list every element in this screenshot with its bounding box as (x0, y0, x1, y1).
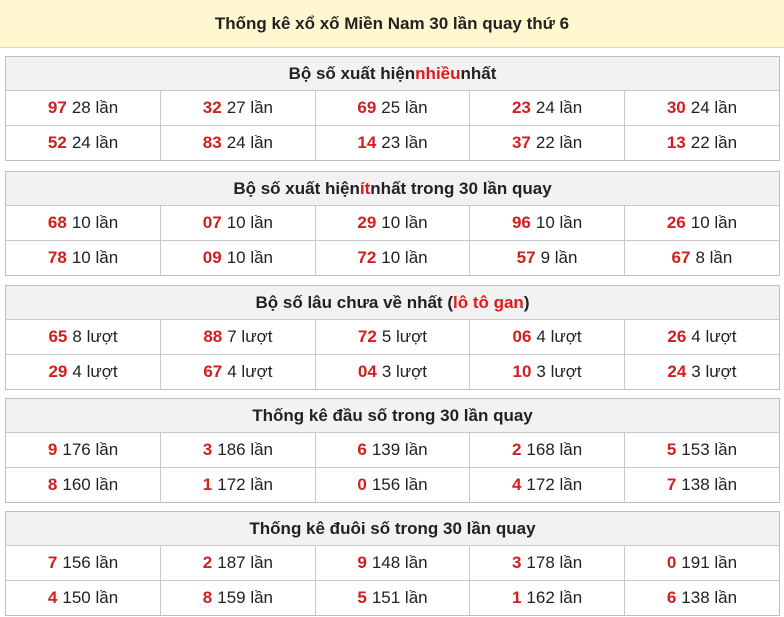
section-least-frequent (5, 171, 780, 276)
number: 97 (47, 98, 67, 117)
stat-cell (161, 433, 316, 468)
count: 3 lượt (381, 362, 428, 381)
count: 150 lần (62, 588, 119, 607)
count: 178 lần (526, 553, 583, 572)
stat-cell (470, 126, 625, 161)
stat-cell (470, 546, 625, 581)
count: 10 lần (535, 213, 583, 232)
count: 22 lần (535, 133, 583, 152)
stat-cell (315, 206, 470, 241)
count: 10 lần (381, 213, 428, 232)
stat-cell (6, 206, 161, 241)
number: 0 (357, 475, 367, 494)
heading-text-end: nhất (460, 63, 497, 83)
table-row (6, 355, 779, 390)
number: 5 (666, 440, 677, 459)
number: 07 (202, 213, 222, 232)
table-row (6, 546, 779, 581)
count: 5 lượt (381, 327, 428, 346)
stat-cell (470, 320, 625, 355)
table-row (6, 320, 779, 355)
stat-cell (315, 468, 470, 503)
number: 78 (47, 248, 67, 267)
count: 172 lần (217, 475, 274, 494)
heading-text: Thống kê đầu số trong 30 lần quay (252, 405, 533, 425)
stat-cell (624, 320, 779, 355)
number: 06 (512, 327, 532, 346)
stat-cell (161, 320, 316, 355)
stat-cell (6, 126, 161, 161)
section-heading (6, 286, 779, 320)
stat-cell (161, 91, 316, 126)
number: 65 (48, 327, 68, 346)
heading-highlight: nhiều (415, 63, 461, 83)
count: 148 lần (371, 553, 428, 572)
number: 29 (357, 213, 377, 232)
stats-table (6, 320, 779, 389)
table-row (6, 126, 779, 161)
count: 23 lần (381, 133, 428, 152)
number: 6 (666, 588, 677, 607)
stat-cell (161, 581, 316, 616)
heading-highlight: ít (359, 178, 371, 198)
count: 3 lượt (691, 362, 737, 381)
stat-cell (624, 91, 779, 126)
count: 24 lần (690, 98, 738, 117)
number: 24 (667, 362, 687, 381)
number: 67 (671, 248, 691, 267)
stat-cell (624, 433, 779, 468)
stat-cell (470, 206, 625, 241)
number: 8 (202, 588, 213, 607)
table-row (6, 91, 779, 126)
number: 3 (202, 440, 213, 459)
count: 186 lần (217, 440, 274, 459)
stats-table (6, 546, 779, 615)
heading-text: Bộ số xuất hiện (233, 178, 360, 198)
heading-text-end: ) (523, 292, 530, 312)
section-heading (6, 172, 779, 206)
stat-cell (161, 126, 316, 161)
number: 32 (202, 98, 222, 117)
stat-cell (470, 433, 625, 468)
stat-cell (6, 241, 161, 276)
number: 2 (511, 440, 522, 459)
number: 2 (202, 553, 213, 572)
number: 1 (511, 588, 522, 607)
count: 168 lần (526, 440, 583, 459)
count: 28 lần (71, 98, 119, 117)
stat-cell (315, 320, 470, 355)
stat-cell (470, 468, 625, 503)
count: 138 lần (681, 588, 738, 607)
section-heading (6, 512, 779, 546)
number: 6 (357, 440, 367, 459)
number: 0 (666, 553, 677, 572)
count: 160 lần (62, 475, 119, 494)
count: 4 lượt (691, 327, 737, 346)
stat-cell (6, 355, 161, 390)
number: 4 (47, 588, 58, 607)
count: 8 lượt (72, 327, 118, 346)
stat-cell (6, 433, 161, 468)
count: 159 lần (217, 588, 274, 607)
table-row (6, 241, 779, 276)
count: 7 lượt (227, 327, 273, 346)
number: 69 (357, 98, 377, 117)
number: 04 (357, 362, 377, 381)
count: 8 lần (695, 248, 733, 267)
count: 151 lần (371, 588, 428, 607)
table-row (6, 206, 779, 241)
stat-cell (161, 468, 316, 503)
count: 4 lượt (72, 362, 118, 381)
table-row (6, 433, 779, 468)
number: 68 (47, 213, 67, 232)
stat-cell (470, 91, 625, 126)
count: 156 lần (62, 553, 119, 572)
number: 10 (512, 362, 532, 381)
stat-cell (161, 206, 316, 241)
table-row (6, 581, 779, 616)
stat-cell (6, 546, 161, 581)
count: 10 lần (226, 213, 274, 232)
count: 3 lượt (536, 362, 582, 381)
stat-cell (470, 581, 625, 616)
section-head-digits (5, 398, 780, 503)
number: 52 (47, 133, 67, 152)
stat-cell (470, 355, 625, 390)
stat-cell (315, 91, 470, 126)
stat-cell (6, 91, 161, 126)
count: 156 lần (371, 475, 428, 494)
table-row (6, 468, 779, 503)
section-heading (6, 57, 779, 91)
stat-cell (624, 241, 779, 276)
number: 3 (511, 553, 522, 572)
stat-cell (315, 581, 470, 616)
count: 139 lần (371, 440, 428, 459)
stats-table (6, 206, 779, 275)
count: 10 lần (690, 213, 738, 232)
number: 72 (357, 327, 377, 346)
number: 57 (516, 248, 536, 267)
count: 4 lượt (227, 362, 273, 381)
number: 9 (47, 440, 58, 459)
stat-cell (315, 355, 470, 390)
heading-text: Bộ số lâu chưa về nhất ( (255, 292, 453, 312)
number: 23 (511, 98, 531, 117)
number: 9 (357, 553, 367, 572)
stat-cell (315, 546, 470, 581)
count: 4 lượt (536, 327, 582, 346)
number: 4 (511, 475, 522, 494)
stat-cell (624, 206, 779, 241)
number: 13 (666, 133, 686, 152)
stat-cell (315, 433, 470, 468)
stat-cell (624, 468, 779, 503)
count: 187 lần (217, 553, 274, 572)
count: 24 lần (226, 133, 274, 152)
count: 10 lần (381, 248, 428, 267)
number: 09 (202, 248, 222, 267)
section-heading (6, 399, 779, 433)
count: 9 lần (540, 248, 578, 267)
number: 67 (203, 362, 223, 381)
number: 96 (511, 213, 531, 232)
heading-text: Bộ số xuất hiện (288, 63, 416, 83)
stat-cell (315, 126, 470, 161)
count: 10 lần (226, 248, 274, 267)
count: 153 lần (681, 440, 738, 459)
number: 88 (203, 327, 223, 346)
number: 26 (666, 213, 686, 232)
stat-cell (470, 241, 625, 276)
heading-highlight: lô tô gan (452, 292, 524, 312)
number: 30 (666, 98, 686, 117)
stats-table (6, 433, 779, 502)
number: 8 (47, 475, 58, 494)
stat-cell (161, 546, 316, 581)
count: 25 lần (381, 98, 428, 117)
number: 7 (47, 553, 58, 572)
page-title: Thống kê xổ xố Miền Nam 30 lần quay thứ 6 (0, 0, 784, 48)
stats-table (6, 91, 779, 160)
number: 83 (202, 133, 222, 152)
stat-cell (6, 468, 161, 503)
number: 5 (357, 588, 367, 607)
section-lo-to-gan (5, 285, 780, 390)
stat-cell (624, 581, 779, 616)
stat-cell (161, 241, 316, 276)
stat-cell (624, 546, 779, 581)
stat-cell (161, 355, 316, 390)
number: 26 (667, 327, 687, 346)
number: 1 (202, 475, 213, 494)
number: 37 (511, 133, 531, 152)
count: 22 lần (690, 133, 738, 152)
number: 7 (666, 475, 677, 494)
count: 24 lần (71, 133, 119, 152)
count: 176 lần (62, 440, 119, 459)
section-tail-digits (5, 511, 780, 616)
heading-text-end: nhất trong 30 lần quay (370, 178, 552, 198)
stat-cell (624, 126, 779, 161)
stat-cell (624, 355, 779, 390)
stat-cell (6, 581, 161, 616)
count: 27 lần (226, 98, 274, 117)
section-most-frequent (5, 56, 780, 161)
count: 162 lần (526, 588, 583, 607)
count: 191 lần (681, 553, 738, 572)
number: 14 (357, 133, 377, 152)
count: 138 lần (681, 475, 738, 494)
count: 24 lần (535, 98, 583, 117)
count: 10 lần (71, 213, 119, 232)
stat-cell (6, 320, 161, 355)
heading-text: Thống kê đuôi số trong 30 lần quay (249, 518, 536, 538)
count: 10 lần (71, 248, 119, 267)
number: 72 (357, 248, 377, 267)
number: 29 (48, 362, 68, 381)
stat-cell (315, 241, 470, 276)
count: 172 lần (526, 475, 583, 494)
